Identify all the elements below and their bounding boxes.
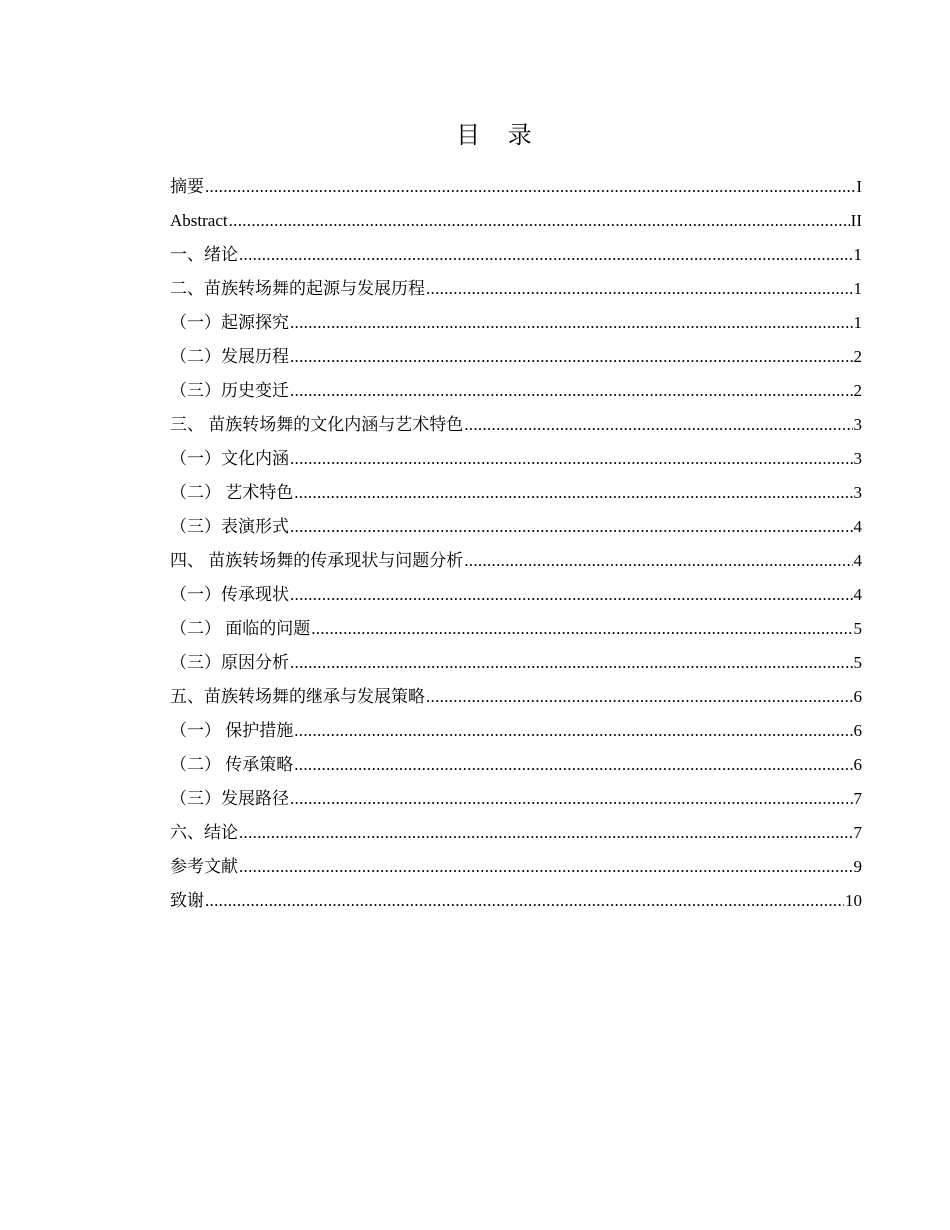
toc-entry-label: （三）历史变迁 <box>170 381 289 400</box>
toc-dot-leader <box>294 476 852 510</box>
toc-entry-page: 6 <box>853 755 862 774</box>
toc-entry-page: 2 <box>853 381 862 400</box>
toc-dot-leader <box>205 170 855 204</box>
toc-entry[interactable] <box>170 782 862 816</box>
toc-entry-label: （一） 保护措施 <box>170 721 294 740</box>
toc-dot-leader <box>464 544 852 578</box>
toc-entry-label: （三）表演形式 <box>170 517 289 536</box>
toc-entry[interactable] <box>170 544 862 578</box>
toc-entry-label: （二）发展历程 <box>170 347 289 366</box>
toc-dot-leader <box>290 374 853 408</box>
toc-dot-leader <box>311 612 852 646</box>
toc-entry-page: 7 <box>853 789 862 808</box>
toc-entry-page: 7 <box>853 823 862 842</box>
toc-entry[interactable] <box>170 884 862 918</box>
toc-entry-page: II <box>850 211 862 230</box>
toc-entry-label: 三、 苗族转场舞的文化内涵与艺术特色 <box>170 415 464 434</box>
toc-dot-leader <box>205 884 844 918</box>
toc-entry[interactable] <box>170 714 862 748</box>
toc-entry-label: 四、 苗族转场舞的传承现状与问题分析 <box>170 551 464 570</box>
toc-entry[interactable] <box>170 680 862 714</box>
toc-entry-label: Abstract <box>170 211 228 230</box>
toc-dot-leader <box>464 408 852 442</box>
toc-entry[interactable] <box>170 272 862 306</box>
toc-dot-leader <box>239 850 853 884</box>
toc-entry[interactable] <box>170 204 862 238</box>
toc-dot-leader <box>239 816 853 850</box>
toc-entry-label: （一）文化内涵 <box>170 449 289 468</box>
toc-entry-page: 5 <box>853 653 862 672</box>
toc-entry[interactable] <box>170 816 862 850</box>
toc-entry[interactable] <box>170 578 862 612</box>
toc-entry-label: （二） 传承策略 <box>170 755 294 774</box>
toc-entry-label: 摘要 <box>170 177 204 196</box>
toc-entry[interactable] <box>170 238 862 272</box>
toc-entry[interactable] <box>170 612 862 646</box>
toc-entry-page: I <box>856 177 862 196</box>
toc-entry[interactable] <box>170 646 862 680</box>
toc-entry-page: 4 <box>853 551 862 570</box>
toc-entry-page: 2 <box>853 347 862 366</box>
toc-entry-page: 10 <box>845 891 862 910</box>
toc-entry-page: 9 <box>853 857 862 876</box>
toc-entry-label: 二、苗族转场舞的起源与发展历程 <box>170 279 425 298</box>
toc-entry-label: （二） 面临的问题 <box>170 619 311 638</box>
toc-entry[interactable] <box>170 306 862 340</box>
toc-entry[interactable] <box>170 476 862 510</box>
toc-entry[interactable] <box>170 850 862 884</box>
toc-entry[interactable] <box>170 340 862 374</box>
toc-entry-page: 1 <box>853 313 862 332</box>
toc-dot-leader <box>294 748 852 782</box>
toc-entry-label: 致谢 <box>170 891 204 910</box>
toc-entry-label: 参考文献 <box>170 857 238 876</box>
toc-dot-leader <box>290 510 853 544</box>
toc-entry-page: 3 <box>853 483 862 502</box>
toc-entry-page: 5 <box>853 619 862 638</box>
toc-dot-leader <box>426 680 853 714</box>
toc-dot-leader <box>290 646 853 680</box>
toc-title: 目 录 <box>456 121 542 149</box>
toc-dot-leader <box>290 340 853 374</box>
toc-entry[interactable] <box>170 374 862 408</box>
toc-entry-label: 一、绪论 <box>170 245 238 264</box>
toc-entry[interactable] <box>170 442 862 476</box>
toc-entry-label: （二） 艺术特色 <box>170 483 294 502</box>
toc-dot-leader <box>290 578 853 612</box>
toc-entry[interactable] <box>170 408 862 442</box>
toc-entry[interactable] <box>170 748 862 782</box>
toc-dot-leader <box>426 272 853 306</box>
toc-entry-label: 五、苗族转场舞的继承与发展策略 <box>170 687 425 706</box>
toc-entry-page: 4 <box>853 517 862 536</box>
toc-entry-page: 3 <box>853 415 862 434</box>
toc-entry[interactable] <box>170 510 862 544</box>
toc-entry-label: 六、结论 <box>170 823 238 842</box>
toc-entry-label: （三）发展路径 <box>170 789 289 808</box>
toc-dot-leader <box>290 442 853 476</box>
toc-dot-leader <box>290 782 853 816</box>
toc-entry-page: 3 <box>853 449 862 468</box>
toc-entry-page: 6 <box>853 721 862 740</box>
toc-dot-leader <box>239 238 853 272</box>
toc-entry-page: 1 <box>853 245 862 264</box>
toc-entry[interactable] <box>170 170 862 204</box>
toc-entry-label: （一）传承现状 <box>170 585 289 604</box>
toc-dot-leader <box>294 714 852 748</box>
toc-list <box>170 170 862 918</box>
toc-entry-page: 6 <box>853 687 862 706</box>
toc-entry-page: 1 <box>853 279 862 298</box>
toc-entry-label: （三）原因分析 <box>170 653 289 672</box>
toc-entry-label: （一）起源探究 <box>170 313 289 332</box>
toc-dot-leader <box>290 306 853 340</box>
toc-dot-leader <box>229 204 850 238</box>
toc-entry-page: 4 <box>853 585 862 604</box>
